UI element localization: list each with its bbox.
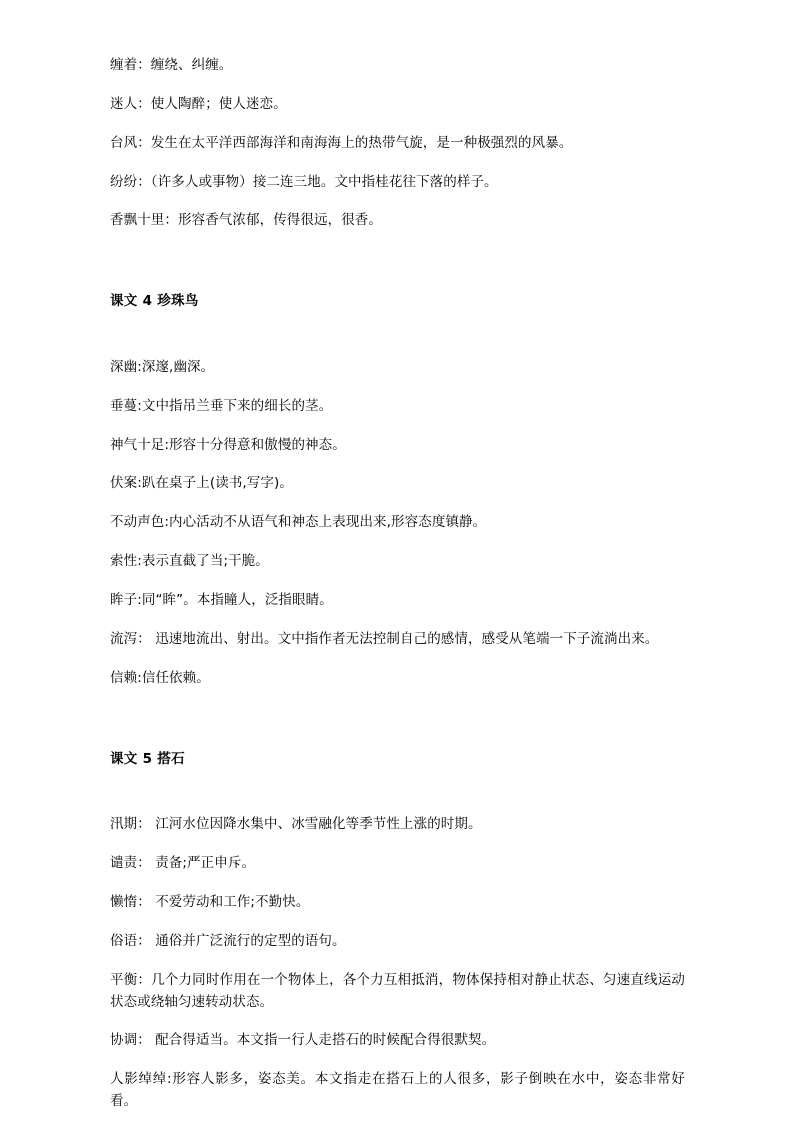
glossary-entry: 协调： 配合得适当。本文指一行人走搭石的时候配合得很默契。 [110, 1032, 496, 1049]
glossary-entry: 神气十足:形容十分得意和傲慢的神态。 [110, 436, 346, 453]
glossary-entry: 不动声色:内心活动不从语气和神态上表现出来,形容态度镇静。 [110, 514, 487, 531]
glossary-entry: 迷人：使人陶醉；使人迷恋。 [110, 95, 287, 112]
section-spacer [110, 770, 685, 814]
section-spacer [110, 707, 685, 749]
glossary-entry: 谴责： 责备;严正申斥。 [110, 855, 256, 872]
glossary-entry: 平衡：几个力同时作用在一个物体上，各个力互相抵消，物体保持相对静止状态、匀速直线运动状态或绕轴匀速转动状态。 [110, 971, 685, 1010]
section-heading: 课文 5 搭石 [110, 750, 185, 767]
glossary-entry: 纷纷：（许多人或事物）接二连三地。文中指桂花往下落的样子。 [110, 173, 498, 190]
section-spacer [110, 249, 685, 291]
glossary-entry: 懒惰： 不爱劳动和工作;不勤快。 [110, 893, 310, 910]
section-spacer [110, 313, 685, 357]
glossary-entry: 伏案:趴在桌子上(读书,写字)。 [110, 475, 293, 492]
glossary-entry: 俗语： 通俗并广泛流行的定型的语句。 [110, 932, 346, 949]
glossary-entry: 眸子:同“眸”。本指瞳人，泛指眼睛。 [110, 592, 333, 609]
glossary-entry: 缠着：缠绕、纠缠。 [110, 57, 233, 73]
section-heading: 课文 4 珍珠鸟 [110, 293, 199, 310]
glossary-entry: 信赖:信任依赖。 [110, 669, 210, 686]
glossary-entry: 人影绰绰:形容人影多，姿态美。本文指走在搭石上的人很多，影子倒映在水中，姿态非常好看。 [110, 1071, 685, 1110]
glossary-entry: 流泻： 迅速地流出、射出。文中指作者无法控制自己的感情，感受从笔端一下子流淌出来。 [110, 630, 659, 647]
glossary-entry: 台风：发生在太平洋西部海洋和南海海上的热带气旋，是一种极强烈的风暴。 [110, 134, 573, 151]
glossary-entry: 深幽:深邃,幽深。 [110, 358, 215, 375]
glossary-entry: 索性:表示直截了当;干脆。 [110, 553, 269, 570]
glossary-entry: 香飘十里：形容香气浓郁，传得很远，很香。 [110, 212, 382, 229]
document-body [110, 55, 685, 1113]
glossary-entry: 垂蔓:文中指吊兰垂下来的细长的茎。 [110, 397, 333, 414]
glossary-entry: 汛期： 江河水位因降水集中、冰雪融化等季节性上涨的时期。 [110, 816, 482, 833]
